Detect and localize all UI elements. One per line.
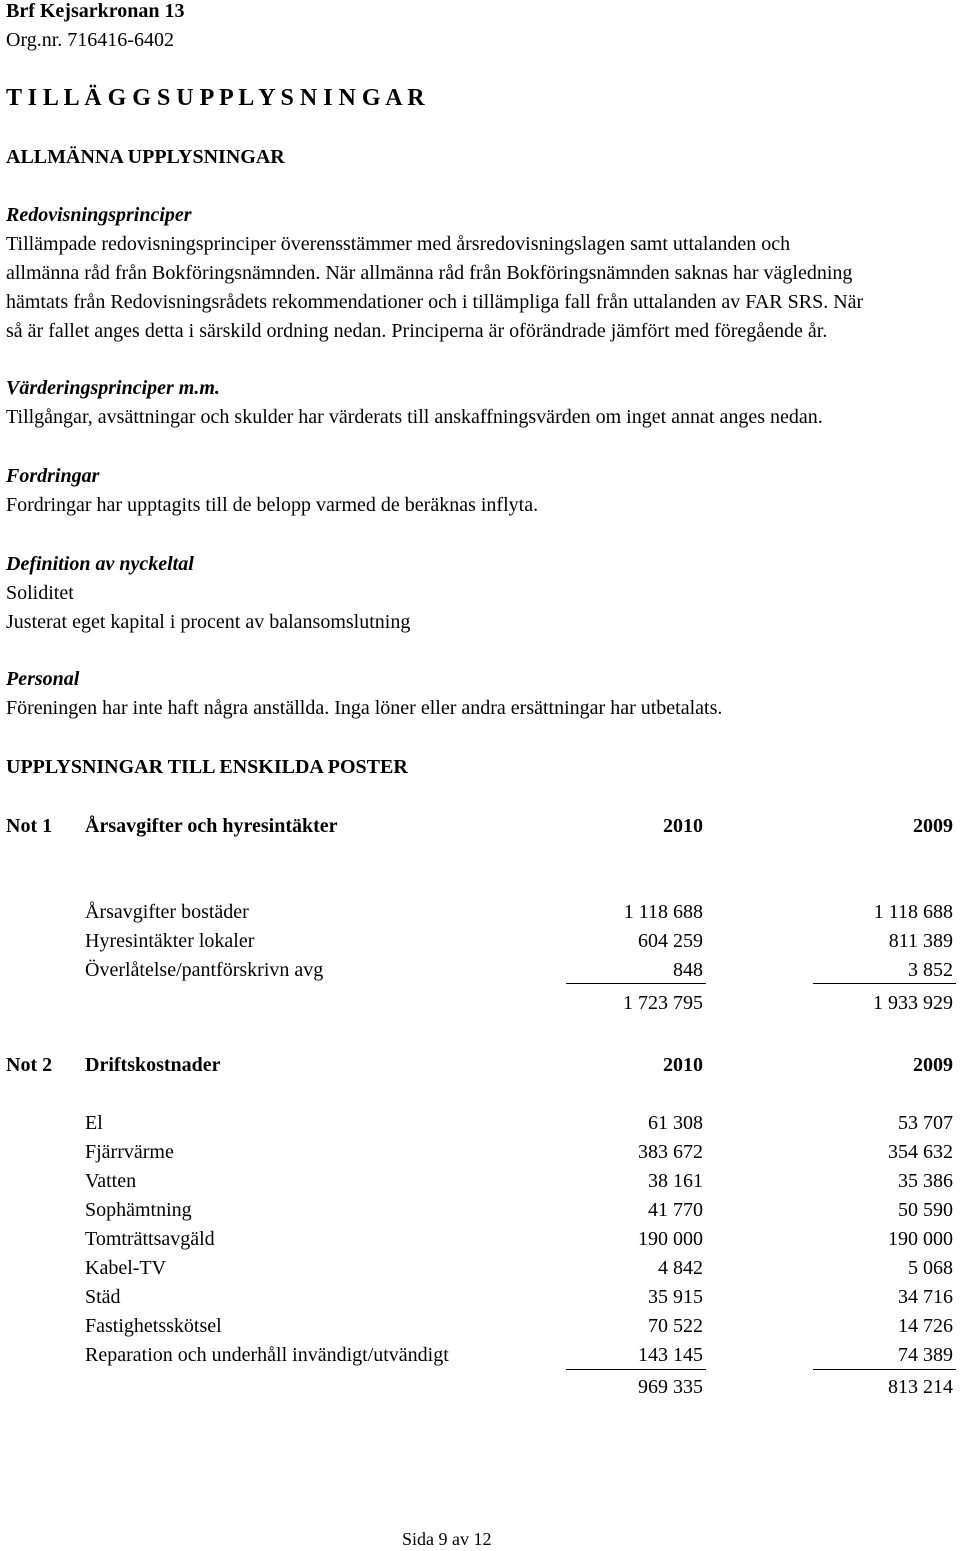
table-cell-2009: 74 389 xyxy=(898,1344,953,1366)
page-number: Sida 9 av 12 xyxy=(402,1529,492,1549)
note-2-title: Driftskostnader xyxy=(85,1054,221,1076)
heading-valuation-principles: Värderingsprinciper m.m. xyxy=(6,377,220,399)
table-cell-2009: 53 707 xyxy=(898,1112,953,1134)
table-cell-2010: 4 842 xyxy=(658,1257,703,1279)
table-row-label: Fastighetsskötsel xyxy=(85,1315,222,1337)
table-cell-2009: 3 852 xyxy=(908,959,953,981)
heading-receivables: Fordringar xyxy=(6,465,100,487)
organization-name: Brf Kejsarkronan 13 xyxy=(6,0,185,22)
sum-line xyxy=(566,1369,706,1370)
table-cell-2010: 70 522 xyxy=(648,1315,703,1337)
table-row-label: Kabel-TV xyxy=(85,1257,167,1279)
paragraph-line: allmänna råd från Bokföringsnämnden. När allmänna råd från Bokföringsnämnden saknas har vägledning xyxy=(6,262,853,284)
paragraph-line: hämtats från Redovisningsrådets rekommendationer och i tillämpliga fall från uttalanden av FAR SRS. När xyxy=(6,291,864,313)
note-1-label: Not 1 xyxy=(6,815,53,837)
table-cell-2010: 383 672 xyxy=(638,1141,703,1163)
table-row-label: Sophämtning xyxy=(85,1199,192,1221)
note-1-year-2010: 2010 xyxy=(663,815,703,837)
paragraph-line: Tillgångar, avsättningar och skulder har värderats till anskaffningsvärden om inget annat anges nedan. xyxy=(6,406,823,428)
note-2-year-2009: 2009 xyxy=(913,1054,953,1076)
organization-number: Org.nr. 716416-6402 xyxy=(6,29,174,51)
note-1-total-2009: 1 933 929 xyxy=(873,992,953,1014)
table-cell-2009: 14 726 xyxy=(898,1315,953,1337)
page-title: T I L L Ä G G S U P P L Y S N I N G A R xyxy=(6,85,425,111)
table-cell-2009: 190 000 xyxy=(888,1228,953,1250)
note-2-label: Not 2 xyxy=(6,1054,53,1076)
table-cell-2009: 50 590 xyxy=(898,1199,953,1221)
section-heading-general: ALLMÄNNA UPPLYSNINGAR xyxy=(6,146,285,168)
table-cell-2009: 34 716 xyxy=(898,1286,953,1308)
table-row-label: Överlåtelse/pantförskrivn avg xyxy=(85,959,324,981)
sum-line xyxy=(566,983,706,984)
note-2-total-2009: 813 214 xyxy=(888,1376,953,1398)
paragraph-line: Fordringar har upptagits till de belopp varmed de beräknas inflyta. xyxy=(6,494,539,516)
table-row-label: Städ xyxy=(85,1286,121,1308)
sum-line xyxy=(813,983,956,984)
note-1-year-2009: 2009 xyxy=(913,815,953,837)
table-row-label: Tomträttsavgäld xyxy=(85,1228,215,1250)
table-row-label: El xyxy=(85,1112,103,1134)
table-cell-2010: 41 770 xyxy=(648,1199,703,1221)
paragraph-line: Föreningen har inte haft några anställda. Inga löner eller andra ersättningar har utbetalats. xyxy=(6,697,723,719)
table-cell-2009: 5 068 xyxy=(908,1257,953,1279)
table-row-label: Hyresintäkter lokaler xyxy=(85,930,255,952)
table-row-label: Vatten xyxy=(85,1170,137,1192)
table-cell-2010: 61 308 xyxy=(648,1112,703,1134)
note-2-total-2010: 969 335 xyxy=(638,1376,703,1398)
table-cell-2010: 38 161 xyxy=(648,1170,703,1192)
heading-key-figures: Definition av nyckeltal xyxy=(6,553,194,575)
note-1-total-2010: 1 723 795 xyxy=(623,992,703,1014)
table-cell-2009: 1 118 688 xyxy=(873,901,953,923)
table-cell-2010: 848 xyxy=(673,959,703,981)
key-figure-term: Soliditet xyxy=(6,582,74,604)
table-row-label: Fjärrvärme xyxy=(85,1141,174,1163)
table-row-label: Reparation och underhåll invändigt/utvändigt xyxy=(85,1344,449,1366)
sum-line xyxy=(813,1369,956,1370)
table-cell-2009: 35 386 xyxy=(898,1170,953,1192)
table-cell-2010: 1 118 688 xyxy=(623,901,703,923)
table-cell-2009: 354 632 xyxy=(888,1141,953,1163)
key-figure-definition: Justerat eget kapital i procent av balansomslutning xyxy=(6,611,411,633)
note-2-year-2010: 2010 xyxy=(663,1054,703,1076)
table-cell-2010: 190 000 xyxy=(638,1228,703,1250)
section-heading-items: UPPLYSNINGAR TILL ENSKILDA POSTER xyxy=(6,756,408,778)
table-cell-2009: 811 389 xyxy=(888,930,953,952)
table-cell-2010: 35 915 xyxy=(648,1286,703,1308)
table-cell-2010: 143 145 xyxy=(638,1344,703,1366)
table-row-label: Årsavgifter bostäder xyxy=(85,901,249,923)
paragraph-line: så är fallet anges detta i särskild ordning nedan. Principerna är oförändrade jämfört med föregående år. xyxy=(6,320,828,342)
paragraph-line: Tillämpade redovisningsprinciper överensstämmer med årsredovisningslagen samt uttalanden och xyxy=(6,233,791,255)
heading-personnel: Personal xyxy=(6,668,80,690)
table-cell-2010: 604 259 xyxy=(638,930,703,952)
note-1-title: Årsavgifter och hyresintäkter xyxy=(85,815,338,837)
heading-accounting-principles: Redovisningsprinciper xyxy=(6,204,192,226)
